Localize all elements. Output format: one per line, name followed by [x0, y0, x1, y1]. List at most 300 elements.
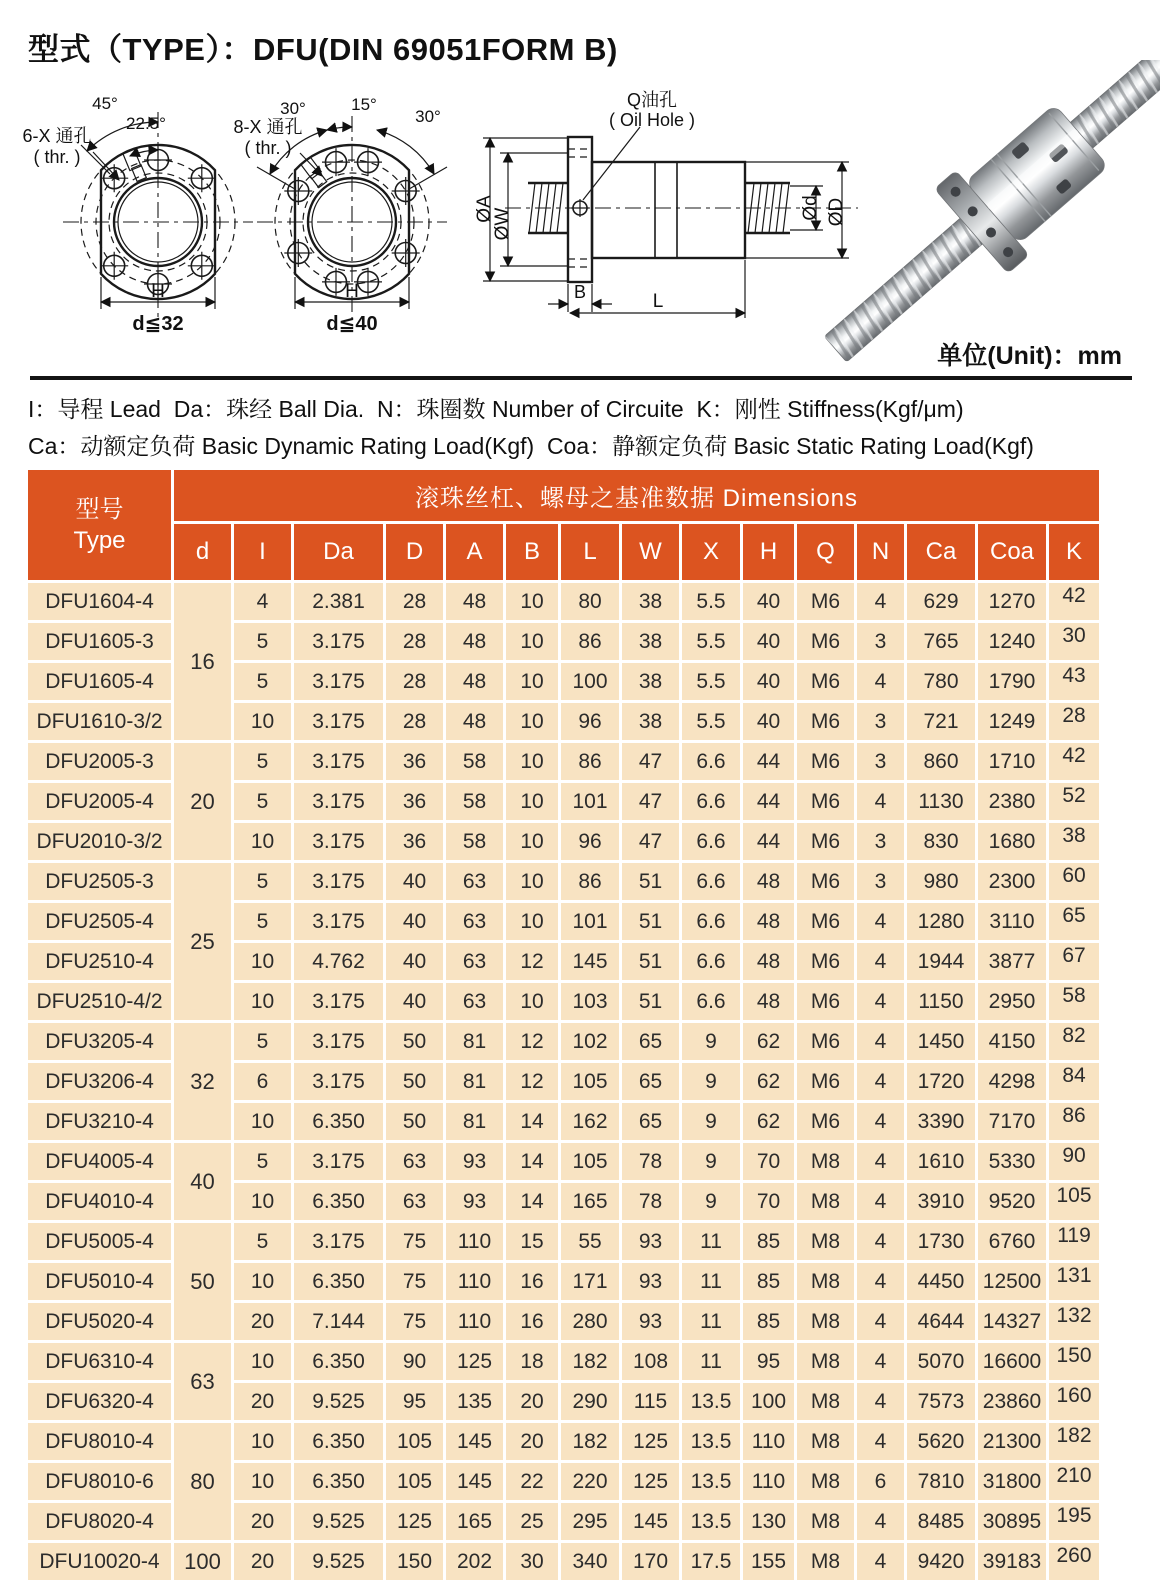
value-cell: M8	[796, 1182, 856, 1222]
value-cell: 110	[445, 1302, 505, 1342]
value-cell: 340	[560, 1542, 621, 1582]
value-cell: 9420	[906, 1542, 977, 1582]
table-row	[27, 1142, 1101, 1182]
value-cell: 58	[445, 782, 505, 822]
value-cell: 10	[233, 982, 293, 1022]
value-cell: 78	[621, 1182, 681, 1222]
value-cell: 3	[856, 862, 906, 902]
value-cell: 202	[445, 1542, 505, 1582]
value-cell: 1710	[977, 742, 1048, 782]
value-cell: 295	[560, 1502, 621, 1542]
value-cell: 11	[681, 1262, 742, 1302]
value-cell: 16600	[977, 1342, 1048, 1382]
value-cell: 9	[681, 1102, 742, 1142]
type-cell: DFU6310-4	[27, 1342, 173, 1382]
type-cell: DFU6320-4	[27, 1382, 173, 1422]
value-cell: 63	[445, 982, 505, 1022]
value-cell: 4	[856, 1142, 906, 1182]
value-cell: 125	[621, 1462, 681, 1502]
value-cell: 30	[1048, 622, 1101, 662]
value-cell: 4450	[906, 1262, 977, 1302]
value-cell: 15	[505, 1222, 560, 1262]
value-cell: 10	[505, 582, 560, 622]
col-header-da: Da	[293, 523, 385, 582]
value-cell: 4	[856, 1342, 906, 1382]
value-cell: 2380	[977, 782, 1048, 822]
value-cell: 11	[681, 1222, 742, 1262]
value-cell: 70	[742, 1142, 796, 1182]
value-cell: 980	[906, 862, 977, 902]
value-cell: 40	[742, 582, 796, 622]
value-cell: 63	[445, 902, 505, 942]
value-cell: 16	[505, 1302, 560, 1342]
value-cell: 105	[560, 1142, 621, 1182]
dia-a-label: ØA	[474, 195, 495, 223]
spec-table-body	[27, 582, 1101, 1582]
value-cell: 1720	[906, 1062, 977, 1102]
value-cell: M8	[796, 1502, 856, 1542]
value-cell: 1249	[977, 702, 1048, 742]
value-cell: 125	[445, 1342, 505, 1382]
value-cell: 5.5	[681, 622, 742, 662]
value-cell: 280	[560, 1302, 621, 1342]
value-cell: 4	[856, 1502, 906, 1542]
l-dim-label: L	[652, 291, 664, 312]
value-cell: 10	[505, 622, 560, 662]
angle-30-right-label: 30°	[415, 107, 441, 126]
value-cell: M6	[796, 822, 856, 862]
col-header-w: W	[621, 523, 681, 582]
value-cell: M6	[796, 982, 856, 1022]
value-cell: 3.175	[293, 822, 385, 862]
value-cell: M8	[796, 1462, 856, 1502]
value-cell: 3.175	[293, 662, 385, 702]
value-cell: 5	[233, 622, 293, 662]
value-cell: 6.350	[293, 1462, 385, 1502]
type-header-en: Type	[73, 527, 126, 554]
value-cell: 3.175	[293, 782, 385, 822]
value-cell: 90	[1048, 1142, 1101, 1182]
d-group-cell: 20	[173, 742, 233, 862]
value-cell: 96	[560, 702, 621, 742]
value-cell: 1280	[906, 902, 977, 942]
value-cell: 51	[621, 862, 681, 902]
value-cell: 1270	[977, 582, 1048, 622]
value-cell: 38	[621, 582, 681, 622]
type-cell: DFU1605-4	[27, 662, 173, 702]
value-cell: 5	[233, 902, 293, 942]
value-cell: 260	[1048, 1542, 1101, 1582]
dia-d-small-label: Ød	[800, 195, 821, 221]
value-cell: 4	[856, 1422, 906, 1462]
value-cell: 6	[233, 1062, 293, 1102]
value-cell: 195	[1048, 1502, 1101, 1542]
value-cell: 1130	[906, 782, 977, 822]
value-cell: 62	[742, 1062, 796, 1102]
value-cell: 11	[681, 1342, 742, 1382]
value-cell: 48	[445, 622, 505, 662]
value-cell: 119	[1048, 1222, 1101, 1262]
value-cell: 4	[856, 1302, 906, 1342]
dia-w-label: ØW	[492, 207, 513, 241]
col-header-a: A	[445, 523, 505, 582]
value-cell: 3390	[906, 1102, 977, 1142]
value-cell: 4	[856, 982, 906, 1022]
type-column-header	[27, 469, 173, 582]
value-cell: 10	[233, 1462, 293, 1502]
value-cell: 28	[385, 702, 445, 742]
value-cell: 182	[1048, 1422, 1101, 1462]
value-cell: 110	[445, 1222, 505, 1262]
value-cell: 9	[681, 1022, 742, 1062]
value-cell: 14	[505, 1182, 560, 1222]
value-cell: 40	[742, 622, 796, 662]
value-cell: 1450	[906, 1022, 977, 1062]
angle-30-left-label: 30°	[280, 99, 306, 118]
table-row	[27, 862, 1101, 902]
value-cell: 14	[505, 1142, 560, 1182]
value-cell: 6.6	[681, 822, 742, 862]
value-cell: M6	[796, 1062, 856, 1102]
legend-line-2: Ca：动额定负荷 Basic Dynamic Rating Load(Kgf) Coa：静额定负荷 Basic Static Rating Load(Kgf)	[28, 433, 1034, 459]
value-cell: 6.6	[681, 862, 742, 902]
type-cell: DFU8010-4	[27, 1422, 173, 1462]
value-cell: 28	[385, 662, 445, 702]
value-cell: 5.5	[681, 702, 742, 742]
value-cell: 13.5	[681, 1462, 742, 1502]
value-cell: 3	[856, 702, 906, 742]
value-cell: 1790	[977, 662, 1048, 702]
flange-drawing-8hole	[233, 95, 447, 335]
value-cell: 7810	[906, 1462, 977, 1502]
value-cell: 10	[233, 822, 293, 862]
value-cell: 4	[856, 1022, 906, 1062]
value-cell: 2300	[977, 862, 1048, 902]
value-cell: 65	[621, 1062, 681, 1102]
col-header-k: K	[1048, 523, 1101, 582]
value-cell: 3.175	[293, 622, 385, 662]
type-cell: DFU2010-3/2	[27, 822, 173, 862]
value-cell: M6	[796, 582, 856, 622]
value-cell: 65	[1048, 902, 1101, 942]
value-cell: 165	[445, 1502, 505, 1542]
value-cell: M8	[796, 1422, 856, 1462]
value-cell: 85	[742, 1222, 796, 1262]
value-cell: 4644	[906, 1302, 977, 1342]
value-cell: 3	[856, 822, 906, 862]
ballscrew-photo	[799, 60, 1160, 372]
value-cell: 5	[233, 662, 293, 702]
value-cell: 52	[1048, 782, 1101, 822]
value-cell: 101	[560, 902, 621, 942]
value-cell: 4	[856, 1062, 906, 1102]
value-cell: M6	[796, 942, 856, 982]
value-cell: 7170	[977, 1102, 1048, 1142]
legend-line-1: I：导程 Lead Da：珠经 Ball Dia. N：珠圈数 Number of Circuite K：刚性 Stiffness(Kgf/μm)	[28, 396, 964, 422]
value-cell: 95	[742, 1342, 796, 1382]
value-cell: 10	[233, 1102, 293, 1142]
value-cell: M8	[796, 1262, 856, 1302]
value-cell: 1730	[906, 1222, 977, 1262]
value-cell: 5.5	[681, 662, 742, 702]
value-cell: 3110	[977, 902, 1048, 942]
value-cell: 48	[742, 982, 796, 1022]
value-cell: 38	[1048, 822, 1101, 862]
value-cell: 5	[233, 1222, 293, 1262]
value-cell: 44	[742, 822, 796, 862]
value-cell: 6.350	[293, 1342, 385, 1382]
value-cell: 16	[505, 1262, 560, 1302]
value-cell: 48	[742, 862, 796, 902]
flange-drawing-6hole	[22, 94, 253, 335]
value-cell: 10	[233, 1262, 293, 1302]
value-cell: 4	[856, 1382, 906, 1422]
value-cell: 105	[1048, 1182, 1101, 1222]
value-cell: 4	[856, 1182, 906, 1222]
type-cell: DFU2510-4	[27, 942, 173, 982]
value-cell: 81	[445, 1102, 505, 1142]
value-cell: 6.350	[293, 1262, 385, 1302]
value-cell: 81	[445, 1062, 505, 1102]
value-cell: 210	[1048, 1462, 1101, 1502]
value-cell: 12	[505, 942, 560, 982]
value-cell: 5	[233, 782, 293, 822]
type-cell: DFU5020-4	[27, 1302, 173, 1342]
type-cell: DFU5010-4	[27, 1262, 173, 1302]
value-cell: 78	[621, 1142, 681, 1182]
d-group-cell: 40	[173, 1142, 233, 1222]
value-cell: 155	[742, 1542, 796, 1582]
value-cell: 36	[385, 822, 445, 862]
value-cell: 82	[1048, 1022, 1101, 1062]
value-cell: 63	[385, 1142, 445, 1182]
value-cell: 105	[560, 1062, 621, 1102]
value-cell: 42	[1048, 582, 1101, 622]
value-cell: 85	[742, 1262, 796, 1302]
value-cell: 30	[505, 1542, 560, 1582]
value-cell: 70	[742, 1182, 796, 1222]
col-header-b: B	[505, 523, 560, 582]
value-cell: 10	[233, 1342, 293, 1382]
value-cell: 47	[621, 742, 681, 782]
value-cell: M6	[796, 702, 856, 742]
value-cell: 3.175	[293, 1142, 385, 1182]
value-cell: 20	[233, 1382, 293, 1422]
value-cell: 22	[505, 1462, 560, 1502]
d-group-cell: 63	[173, 1342, 233, 1422]
value-cell: 75	[385, 1222, 445, 1262]
value-cell: 20	[233, 1542, 293, 1582]
value-cell: 4	[856, 1102, 906, 1142]
value-cell: 115	[621, 1382, 681, 1422]
value-cell: 9520	[977, 1182, 1048, 1222]
value-cell: 42	[1048, 742, 1101, 782]
value-cell: 6.6	[681, 942, 742, 982]
value-cell: 162	[560, 1102, 621, 1142]
col-header-x: X	[681, 523, 742, 582]
hole-count-label-8x: 8-X 通孔	[233, 117, 303, 137]
value-cell: 6.6	[681, 742, 742, 782]
type-cell: DFU3206-4	[27, 1062, 173, 1102]
unit-label: 单位(Unit)：mm	[937, 342, 1122, 370]
value-cell: 145	[560, 942, 621, 982]
value-cell: 10	[505, 742, 560, 782]
value-cell: 5	[233, 862, 293, 902]
value-cell: 9.525	[293, 1502, 385, 1542]
value-cell: 721	[906, 702, 977, 742]
value-cell: 160	[1048, 1382, 1101, 1422]
value-cell: 3910	[906, 1182, 977, 1222]
value-cell: 50	[385, 1062, 445, 1102]
value-cell: 2.381	[293, 582, 385, 622]
value-cell: 5.5	[681, 582, 742, 622]
type-cell: DFU8010-6	[27, 1462, 173, 1502]
value-cell: 20	[233, 1502, 293, 1542]
value-cell: 23860	[977, 1382, 1048, 1422]
value-cell: 40	[385, 942, 445, 982]
value-cell: 101	[560, 782, 621, 822]
type-cell: DFU1604-4	[27, 582, 173, 622]
type-cell: DFU1610-3/2	[27, 702, 173, 742]
value-cell: 182	[560, 1342, 621, 1382]
value-cell: 6.6	[681, 902, 742, 942]
value-cell: 20	[233, 1302, 293, 1342]
value-cell: M6	[796, 662, 856, 702]
value-cell: 84	[1048, 1062, 1101, 1102]
value-cell: 25	[505, 1502, 560, 1542]
value-cell: 8485	[906, 1502, 977, 1542]
value-cell: 1944	[906, 942, 977, 982]
value-cell: 4	[856, 1542, 906, 1582]
value-cell: 13.5	[681, 1382, 742, 1422]
value-cell: 18	[505, 1342, 560, 1382]
value-cell: 13.5	[681, 1502, 742, 1542]
value-cell: 10	[505, 982, 560, 1022]
h-dim-label: H	[345, 281, 359, 302]
value-cell: 12	[505, 1062, 560, 1102]
header-row-columns	[27, 523, 1101, 582]
value-cell: 51	[621, 982, 681, 1022]
d-group-cell: 16	[173, 582, 233, 742]
value-cell: 3.175	[293, 1022, 385, 1062]
angle-45-label: 45°	[92, 94, 118, 113]
value-cell: 93	[621, 1222, 681, 1262]
value-cell: 1680	[977, 822, 1048, 862]
table-row	[27, 742, 1101, 782]
value-cell: M6	[796, 902, 856, 942]
value-cell: 20	[505, 1422, 560, 1462]
value-cell: 48	[445, 662, 505, 702]
type-cell: DFU8020-4	[27, 1502, 173, 1542]
value-cell: 150	[385, 1542, 445, 1582]
value-cell: 6.350	[293, 1182, 385, 1222]
d-group-cell: 100	[173, 1542, 233, 1582]
value-cell: 102	[560, 1022, 621, 1062]
value-cell: 150	[1048, 1342, 1101, 1382]
value-cell: 93	[621, 1262, 681, 1302]
value-cell: 51	[621, 942, 681, 982]
angle-15-label: 15°	[351, 95, 377, 114]
value-cell: 10	[505, 702, 560, 742]
type-cell: DFU3210-4	[27, 1102, 173, 1142]
d-group-cell: 50	[173, 1222, 233, 1342]
value-cell: 63	[385, 1182, 445, 1222]
value-cell: 38	[621, 662, 681, 702]
value-cell: 4150	[977, 1022, 1048, 1062]
value-cell: 50	[385, 1102, 445, 1142]
col-header-coa: Coa	[977, 523, 1048, 582]
value-cell: 830	[906, 822, 977, 862]
value-cell: 20	[505, 1382, 560, 1422]
col-header-h: H	[742, 523, 796, 582]
value-cell: 58	[445, 822, 505, 862]
value-cell: 85	[742, 1302, 796, 1342]
value-cell: 9	[681, 1062, 742, 1102]
value-cell: 132	[1048, 1302, 1101, 1342]
value-cell: 9	[681, 1142, 742, 1182]
table-row	[27, 1022, 1101, 1062]
value-cell: 105	[385, 1462, 445, 1502]
value-cell: 28	[385, 582, 445, 622]
oil-hole-label-en: ( Oil Hole )	[608, 110, 696, 130]
value-cell: 75	[385, 1302, 445, 1342]
value-cell: 9.525	[293, 1382, 385, 1422]
value-cell: 40	[385, 982, 445, 1022]
value-cell: 96	[560, 822, 621, 862]
value-cell: 12500	[977, 1262, 1048, 1302]
technical-drawings	[0, 60, 1160, 372]
value-cell: 110	[445, 1262, 505, 1302]
value-cell: M6	[796, 742, 856, 782]
value-cell: 86	[1048, 1102, 1101, 1142]
value-cell: 90	[385, 1342, 445, 1382]
value-cell: 48	[445, 582, 505, 622]
value-cell: 10	[233, 702, 293, 742]
value-cell: 93	[621, 1302, 681, 1342]
value-cell: M8	[796, 1542, 856, 1582]
value-cell: 1610	[906, 1142, 977, 1182]
dia-d-big-label: ØD	[826, 197, 847, 227]
value-cell: 95	[385, 1382, 445, 1422]
value-cell: M6	[796, 1022, 856, 1062]
value-cell: 7.144	[293, 1302, 385, 1342]
value-cell: 81	[445, 1022, 505, 1062]
value-cell: 10	[505, 662, 560, 702]
d-group-cell: 80	[173, 1422, 233, 1542]
col-header-n: N	[856, 523, 906, 582]
value-cell: 1150	[906, 982, 977, 1022]
value-cell: 10	[233, 1422, 293, 1462]
type-cell: DFU4005-4	[27, 1142, 173, 1182]
value-cell: 110	[742, 1462, 796, 1502]
type-cell: DFU4010-4	[27, 1182, 173, 1222]
value-cell: 40	[385, 902, 445, 942]
value-cell: 43	[1048, 662, 1101, 702]
value-cell: 4	[856, 1262, 906, 1302]
value-cell: 21300	[977, 1422, 1048, 1462]
value-cell: 765	[906, 622, 977, 662]
value-cell: 145	[621, 1502, 681, 1542]
value-cell: 4	[856, 582, 906, 622]
value-cell: 65	[621, 1022, 681, 1062]
value-cell: 65	[621, 1102, 681, 1142]
value-cell: 7573	[906, 1382, 977, 1422]
value-cell: 44	[742, 742, 796, 782]
value-cell: 47	[621, 782, 681, 822]
value-cell: 44	[742, 782, 796, 822]
divider-line	[30, 376, 1132, 380]
value-cell: 10	[505, 822, 560, 862]
